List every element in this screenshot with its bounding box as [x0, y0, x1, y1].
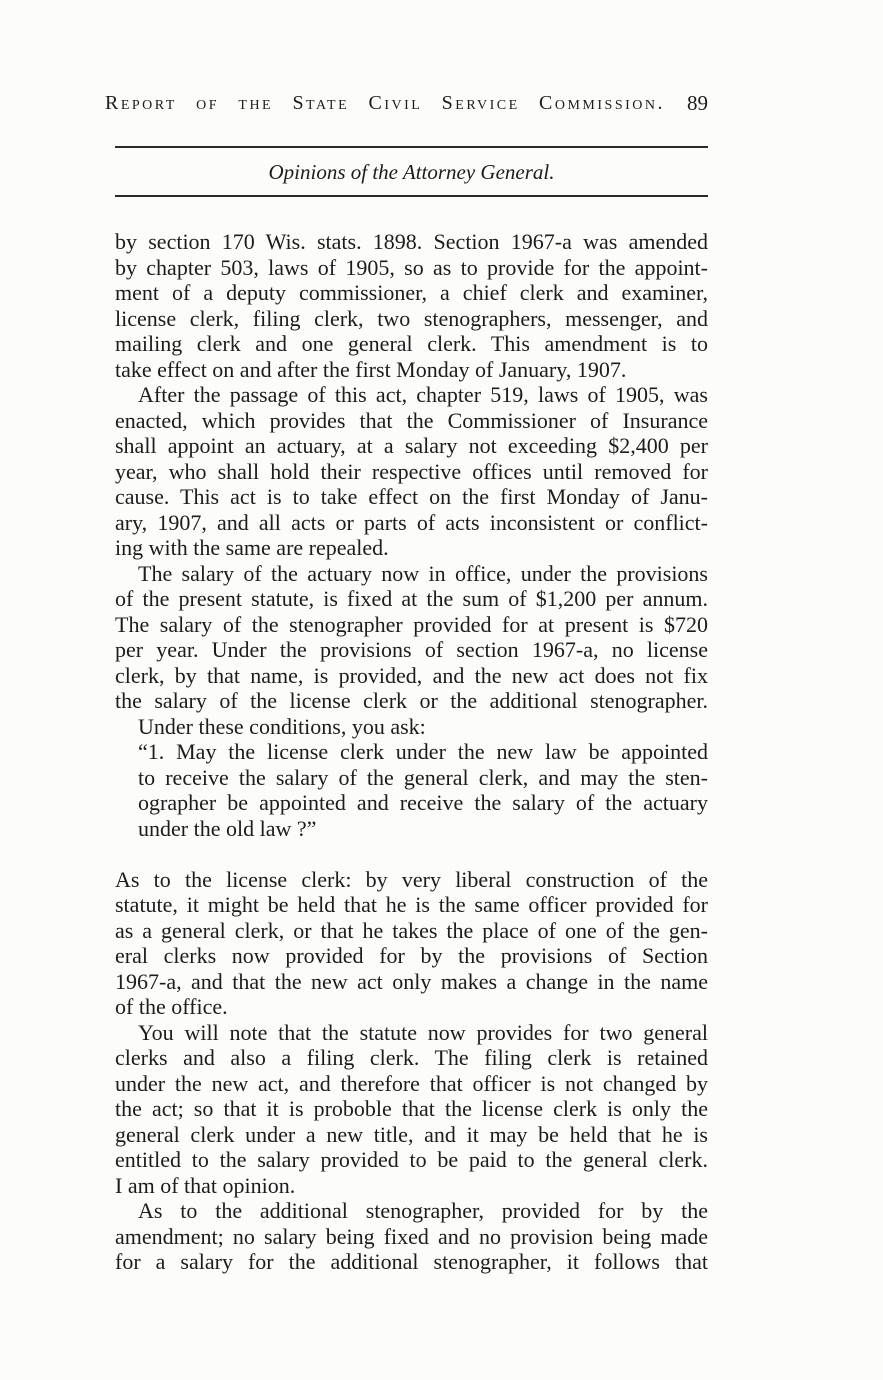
text-line: clerk, by that name, is provided, and the new act does not fix: [115, 662, 708, 688]
text-line: clerks and also a filing clerk. The filing clerk is retained: [115, 1045, 708, 1070]
text-line: 1967-a, and that the new act only makes a change in the name: [115, 968, 708, 994]
text-line: I am of that opinion.: [115, 1172, 296, 1198]
paragraph: [115, 561, 708, 714]
text-line: eral clerks now provided for by the provisions of Section: [115, 943, 708, 968]
text-line: license clerk, filing clerk, two stenographers, messenger, and: [115, 305, 708, 331]
quote-line: to receive the salary of the general clerk, and may the sten-: [138, 764, 708, 790]
text-line: As to the additional stenographer, provided for by the: [138, 1198, 708, 1223]
text-line: ary, 1907, and all acts or parts of acts inconsistent or conflict-: [115, 509, 708, 535]
running-head: [105, 90, 708, 116]
text-line: amendment; no salary being fixed and no provision being made: [115, 1223, 708, 1249]
text-line: Under these conditions, you ask:: [138, 713, 426, 739]
text-line: per year. Under the provisions of section 1967-a, no license: [115, 637, 708, 662]
body-text: [115, 229, 708, 1275]
text-line: by section 170 Wis. stats. 1898. Section 1967-a was amended: [115, 229, 708, 254]
running-title: Report of the State Civil Service Commission.: [105, 92, 665, 114]
text-line: under the new act, and therefore that officer is not changed by: [115, 1070, 708, 1096]
paragraph-gap: [115, 841, 708, 867]
paragraph: [115, 1020, 708, 1199]
text-line: take effect on and after the first Monday of January, 1907.: [115, 356, 627, 382]
section-title: Opinions of the Attorney General.: [268, 160, 555, 184]
text-line: as a general clerk, or that he takes the place of one of the gen-: [115, 917, 708, 943]
text-line: ment of a deputy commissioner, a chief clerk and examiner,: [115, 280, 708, 305]
quote-line: ographer be appointed and receive the salary of the actuary: [138, 790, 708, 815]
text-line: mailing clerk and one general clerk. This amendment is to: [115, 331, 708, 356]
text-line: entitled to the salary provided to be paid to the general clerk.: [115, 1147, 708, 1172]
text-line: As to the license clerk: by very liberal construction of the: [115, 866, 708, 892]
paragraph: [115, 867, 708, 1020]
text-line: the act; so that it is proboble that the license clerk is only the: [115, 1096, 708, 1121]
text-line: cause. This act is to take effect on the first Monday of Janu-: [115, 484, 708, 509]
header-rule-bottom: [115, 195, 708, 197]
header-rule-top: [115, 146, 708, 148]
paragraph: [115, 714, 708, 740]
text-line: enacted, which provides that the Commissioner of Insurance: [115, 407, 708, 433]
text-line: The salary of the stenographer provided for at present is $720: [115, 611, 708, 637]
text-line: of the office.: [115, 994, 228, 1019]
quote-line: under the old law ?”: [138, 815, 317, 841]
text-line: ing with the same are repealed.: [115, 535, 389, 560]
text-line: of the present statute, is fixed at the sum of $1,200 per annum.: [115, 586, 708, 611]
text-line: shall appoint an actuary, at a salary not exceeding $2,400 per: [115, 433, 708, 458]
paragraph: [115, 382, 708, 561]
text-line: general clerk under a new title, and it may be held that he is: [115, 1121, 708, 1147]
text-line: You will note that the statute now provides for two general: [138, 1019, 708, 1045]
text-line: for a salary for the additional stenographer, it follows that: [115, 1249, 708, 1274]
quote-line: “1. May the license clerk under the new law be appointed: [138, 739, 708, 764]
text-line: The salary of the actuary now in office, under the provisions: [138, 560, 708, 586]
page-number: 89: [687, 91, 708, 115]
text-line: statute, it might be held that he is the same officer provided for: [115, 892, 708, 917]
block-quote: [138, 739, 708, 841]
text-line: the salary of the license clerk or the additional stenographer.: [115, 688, 708, 713]
text-line: After the passage of this act, chapter 519, laws of 1905, was: [138, 382, 708, 407]
text-line: year, who shall hold their respective offices until removed for: [115, 458, 708, 484]
paragraph-continuation: [115, 229, 708, 382]
paragraph: [115, 1198, 708, 1275]
text-line: by chapter 503, laws of 1905, so as to provide for the appoint-: [115, 254, 708, 280]
